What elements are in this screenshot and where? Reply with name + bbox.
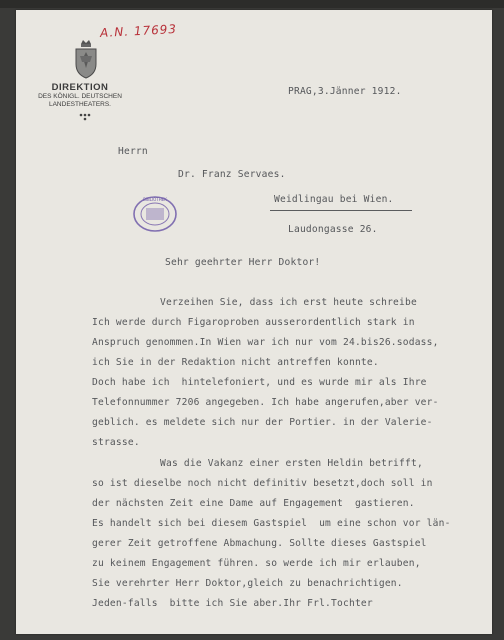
- body-line: Verzeihen Sie, dass ich erst heute schreibe: [160, 297, 417, 308]
- body-line: Doch habe ich hintelefoniert, und es wurde mir als Ihre: [92, 377, 427, 388]
- svg-text:BIBLIOTHEK: BIBLIOTHEK: [143, 197, 167, 202]
- body-line: gerer Zeit getroffene Abmachung. Sollte dieses Gastspiel: [92, 538, 427, 549]
- coat-of-arms-icon: [72, 38, 100, 80]
- library-stamp-icon: [132, 194, 178, 234]
- body-line: strasse.: [92, 437, 140, 448]
- body-line: der nächsten Zeit eine Dame auf Engagement gastieren.: [92, 498, 415, 509]
- letterhead-line1: DES KÖNIGL. DEUTSCHEN: [38, 93, 122, 100]
- body-line: zu keinem Engagement führen. so werde ich mir erlauben,: [92, 558, 421, 569]
- body-line: Telefonnummer 7206 angegeben. Ich habe angerufen,aber ver-: [92, 397, 439, 408]
- body-line: Sie verehrter Herr Doktor,gleich zu benachrichtigen.: [92, 578, 403, 589]
- greeting: Sehr geehrter Herr Doktor!: [165, 257, 321, 268]
- body-line: geblich. es meldete sich nur der Portier. in der Valerie-: [92, 417, 433, 428]
- letterhead-title: DIREKTION: [51, 82, 109, 93]
- recipient-street: Laudongasse 26.: [288, 224, 378, 235]
- body-line: Anspruch genommen.In Wien war ich nur vom 24.bis26.sodass,: [92, 337, 439, 348]
- city-underline: [270, 210, 412, 211]
- letterhead-line2: LANDESTHEATERS.: [48, 101, 111, 108]
- archive-number: A.N. 17693: [99, 21, 178, 41]
- body-line: Jeden-falls bitte ich Sie aber.Ihr Frl.Tochter: [92, 598, 373, 609]
- letter-date: PRAG,3.Jänner 1912.: [288, 86, 402, 97]
- scan-edge: [0, 0, 504, 8]
- recipient-city: Weidlingau bei Wien.: [274, 194, 394, 205]
- letterhead: [30, 82, 130, 109]
- body-line: so ist dieselbe noch nicht definitiv besetzt,doch soll in: [92, 478, 433, 489]
- body-line: Was die Vakanz einer ersten Heldin betrifft,: [160, 458, 423, 469]
- body-line: Ich werde durch Figaroproben ausserordentlich stark in: [92, 317, 415, 328]
- recipient-name: Dr. Franz Servaes.: [178, 169, 286, 180]
- body-line: Es handelt sich bei diesem Gastspiel um eine schon vor län-: [92, 518, 451, 529]
- salutation-herrn: Herrn: [118, 146, 148, 157]
- ornament-dots-icon: [78, 112, 92, 122]
- body-line: ich Sie in der Redaktion nicht antreffen konnte.: [92, 357, 379, 368]
